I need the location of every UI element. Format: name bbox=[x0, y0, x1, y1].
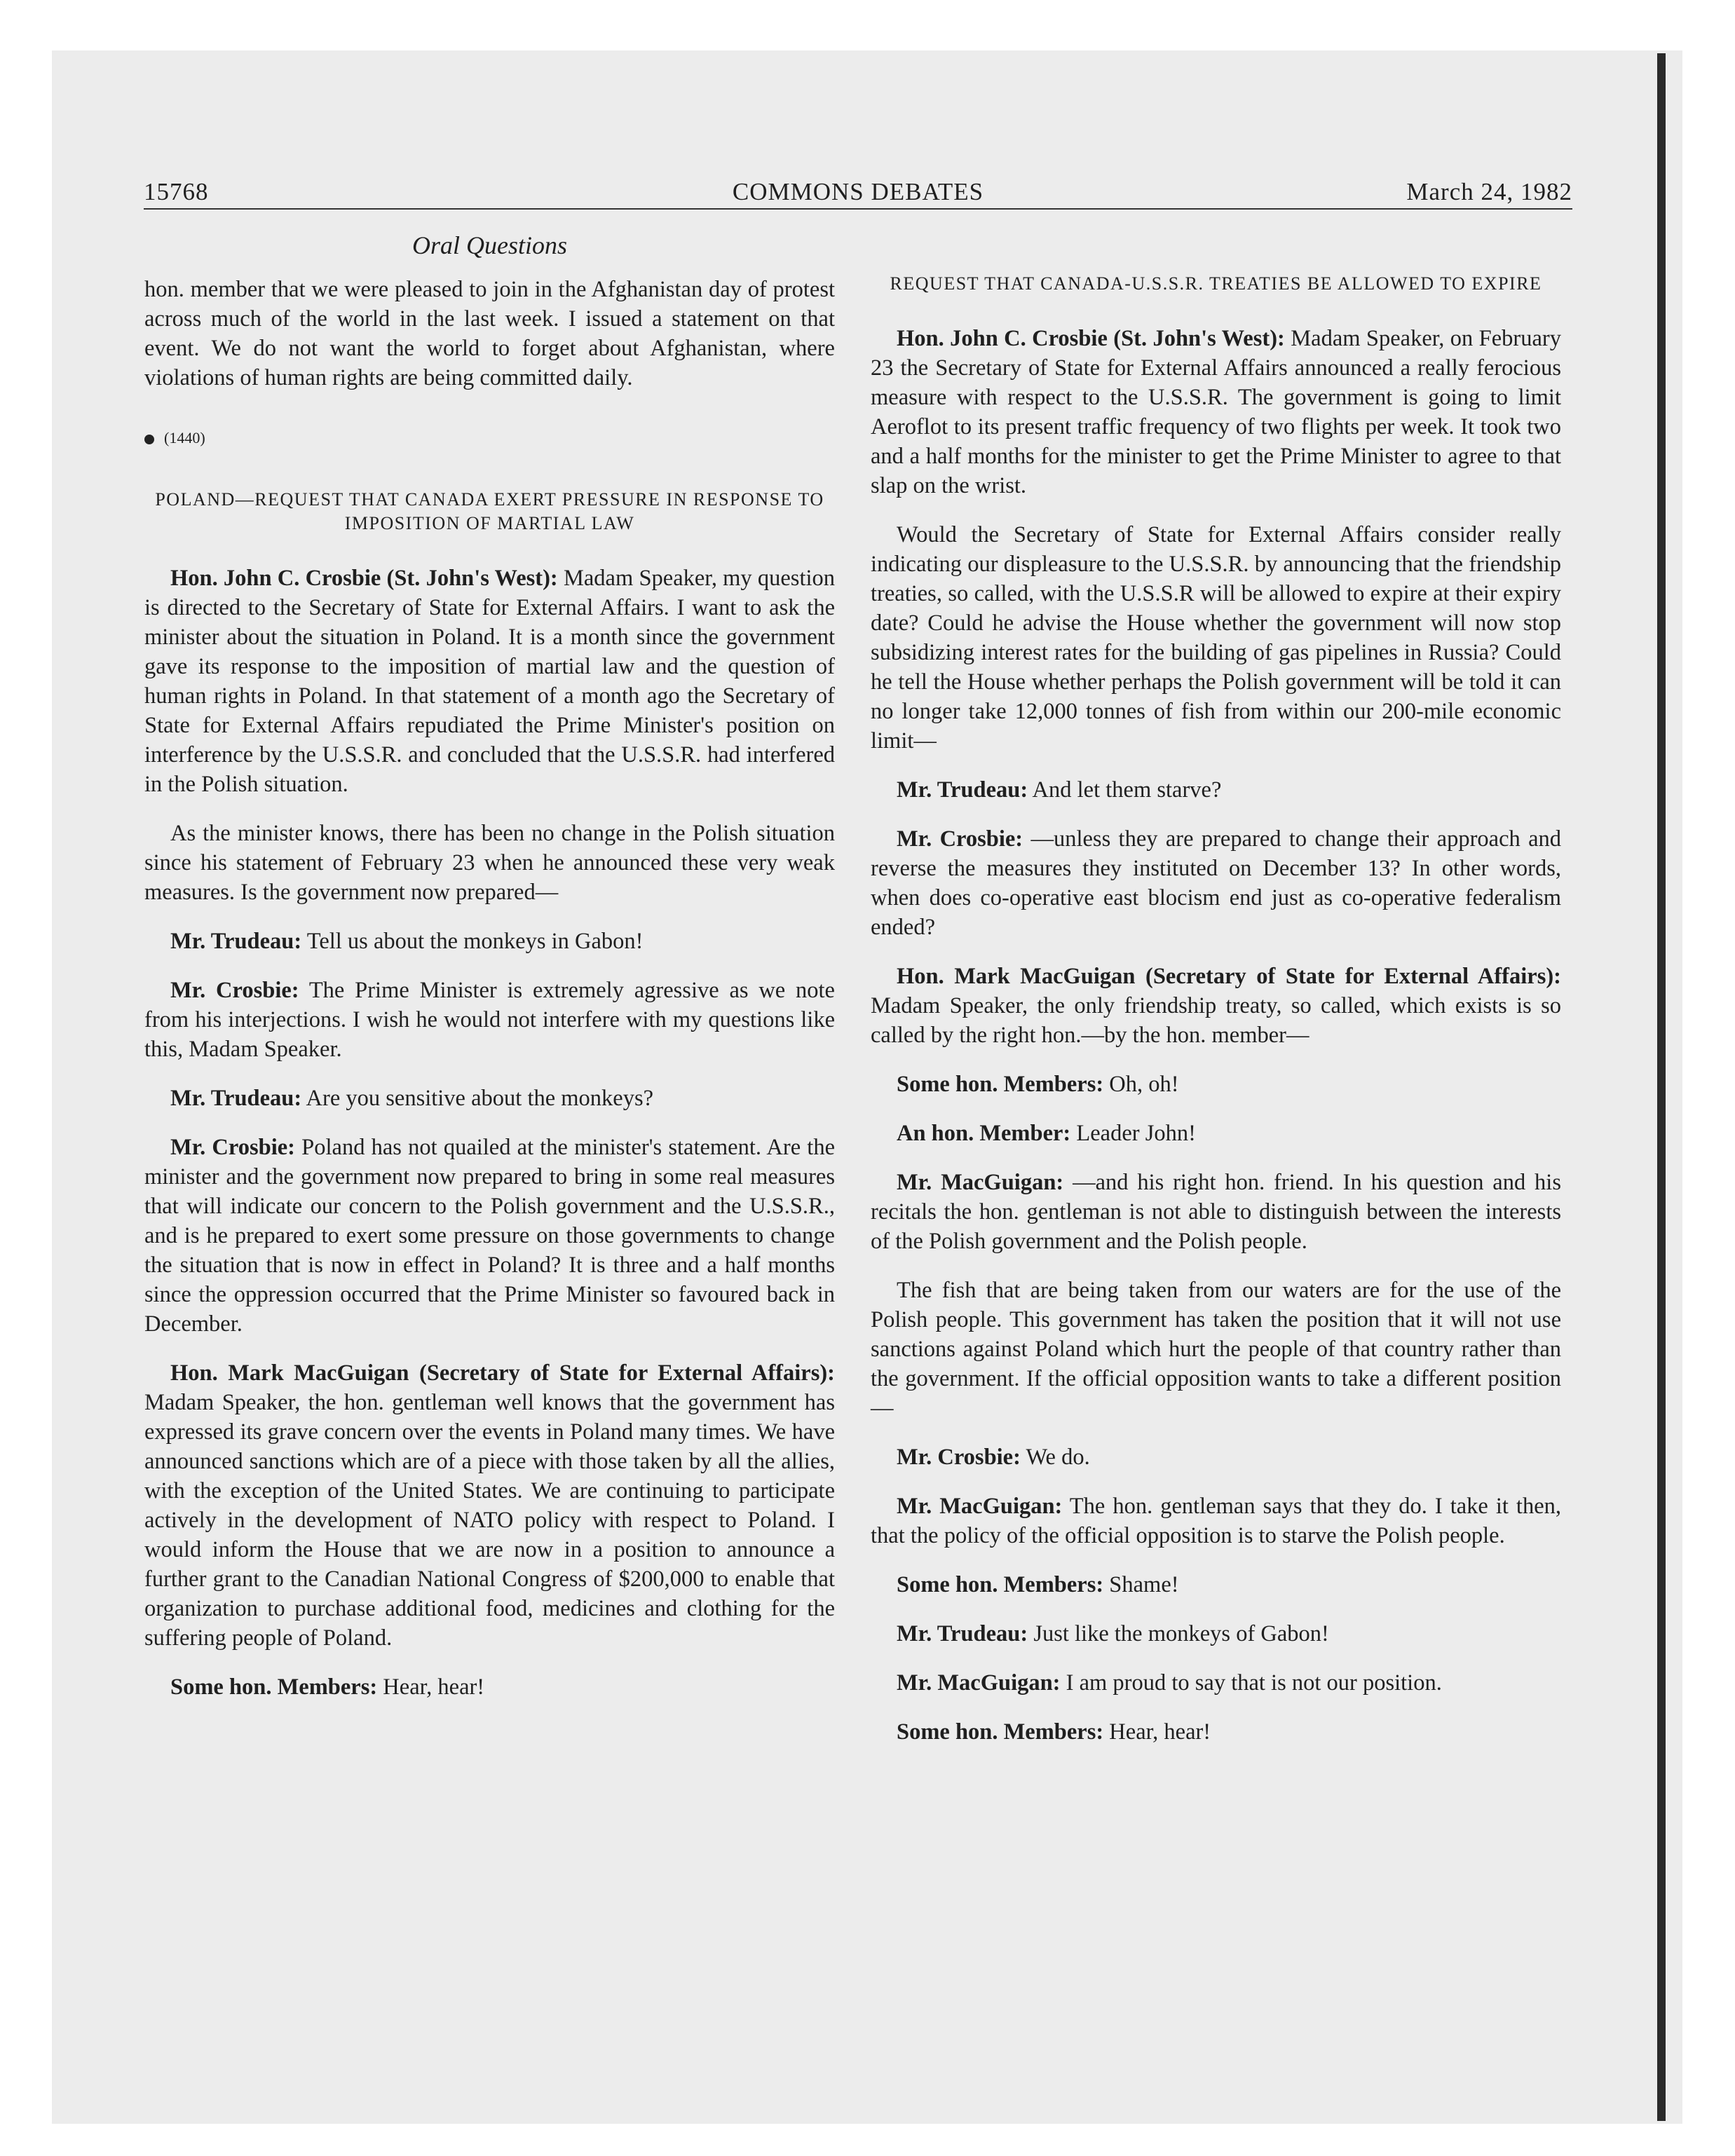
paragraph bbox=[871, 1570, 1561, 1599]
speaker-name: Mr. Trudeau: bbox=[170, 1086, 302, 1111]
speaker-name: Mr. Crosbie: bbox=[170, 1135, 295, 1160]
speaker-name: Hon. John C. Crosbie (St. John's West): bbox=[897, 326, 1285, 351]
speaker-name: Some hon. Members: bbox=[897, 1719, 1104, 1745]
paragraph bbox=[144, 927, 835, 956]
speech-text: I am proud to say that is not our position. bbox=[1060, 1670, 1442, 1696]
paragraph bbox=[871, 1168, 1561, 1256]
speaker-name: Mr. Trudeau: bbox=[897, 1621, 1028, 1646]
speaker-name: Mr. Crosbie: bbox=[897, 826, 1023, 852]
paragraph bbox=[871, 962, 1561, 1050]
paragraph bbox=[871, 1668, 1561, 1698]
page-edge-shadow bbox=[1657, 53, 1666, 2121]
speaker-name: Mr. Crosbie: bbox=[170, 978, 299, 1003]
section-heading: POLAND—REQUEST THAT CANADA EXERT PRESSURE IN RESPONSE TO IMPOSITION OF MARTIAL LAW bbox=[155, 489, 824, 533]
speaker-name: Some hon. Members: bbox=[897, 1572, 1104, 1597]
timestamp-marker bbox=[144, 428, 835, 449]
speech-text: Are you sensitive about the monkeys? bbox=[301, 1086, 654, 1111]
speech-text: Oh, oh! bbox=[1103, 1072, 1179, 1097]
paragraph bbox=[871, 1717, 1561, 1747]
speech-text: Madam Speaker, my question is directed to the Secretary of State for External Affairs. I want to ask the minister about the situation in Poland. It is a month since the government gave its response to the imposition of martial law and the question of human rights in Poland. In that statement of a month ago the Secretary of State for External Affairs repudiated the Prime Minister's position on interference by the U.S.S.R. and concluded that the U.S.S.R. had interfered in the Polish situation. bbox=[144, 566, 836, 797]
speech-text: Just like the monkeys of Gabon! bbox=[1028, 1621, 1329, 1646]
page-number: 15768 bbox=[144, 178, 209, 205]
paragraph: Would the Secretary of State for External Affairs consider really indicating our displeasure to the U.S.S.R. by announcing that the friendship treaties, so called, with the U.S.S.R will be allowed to expire at their expiry date? Could he advise the House whether the government will now stop subsidizing interest rates for the building of gas pipelines in Russia? Could he tell the House whether perhaps the Polish government will be told it can no longer take 12,000 tonnes of fish from within our 200-mile economic limit— bbox=[871, 522, 1561, 753]
speech-text: The Prime Minister is extremely agressive as we note from his interjections. I wish he would not interfere with my questions like this, Madam Speaker. bbox=[144, 978, 835, 1062]
speech-text: The hon. gentleman says that they do. I take it then, that the policy of the official opposition is to starve the Polish people. bbox=[871, 1494, 1562, 1548]
speaker-name: Some hon. Members: bbox=[897, 1072, 1104, 1097]
paragraph bbox=[871, 824, 1561, 942]
speaker-name: Mr. Crosbie: bbox=[897, 1445, 1021, 1470]
paragraph bbox=[144, 1358, 835, 1653]
speaker-name: Mr. Trudeau: bbox=[170, 929, 302, 954]
speaker-name: Hon. Mark MacGuigan (Secretary of State for External Affairs): bbox=[897, 964, 1561, 989]
paragraph: hon. member that we were pleased to join in the Afghanistan day of protest across much of the world in the last week. I issued a statement on that event. We do not want the world to forget about Afghanistan, where violations of human rights are being committed daily. bbox=[144, 277, 835, 390]
speech-text: We do. bbox=[1020, 1445, 1090, 1470]
speech-text: Poland has not quailed at the minister's statement. Are the minister and the government now prepared to bring in some real measures that will indicate our concern to the Polish government and the U.S.S.R., and is he prepared to exert some pressure on those governments to change the situation that is now in effect in Poland? It is three and a half months since the oppression occurred that the Prime Minister so favoured back in December. bbox=[144, 1135, 835, 1337]
paragraph bbox=[144, 564, 835, 799]
journal-title: COMMONS DEBATES bbox=[732, 178, 984, 205]
paragraph bbox=[871, 1442, 1561, 1472]
speech-text: Tell us about the monkeys in Gabon! bbox=[301, 929, 644, 954]
speaker-name: Mr. MacGuigan: bbox=[897, 1494, 1063, 1519]
speech-text: Madam Speaker, the hon. gentleman well knows that the government has expressed its grave concern over the events in Poland many times. We have announced sanctions which are of a piece with those taken by all the allies, with the exception of the United States. We are continuing to participate actively in the development of NATO policy with respect to Poland. I would inform the House that we are now in a position to announce a further grant to the Canadian National Congress of $200,000 to enable that organization to purchase additional food, medicines and clothing for the suffering people of Poland. bbox=[144, 1390, 835, 1651]
speaker-name: Mr. MacGuigan: bbox=[897, 1670, 1061, 1696]
right-column bbox=[871, 272, 1561, 1766]
running-head: Oral Questions bbox=[411, 231, 567, 259]
speaker-name: An hon. Member: bbox=[897, 1121, 1071, 1146]
paragraph bbox=[871, 1070, 1561, 1099]
paragraph bbox=[144, 1084, 835, 1113]
timestamp-text: (1440) bbox=[164, 429, 205, 446]
page-header bbox=[144, 174, 1572, 210]
speech-text: And let them starve? bbox=[1028, 777, 1222, 803]
speech-text: Leader John! bbox=[1070, 1121, 1196, 1146]
speech-text: —and his right hon. friend. In his question and his recitals the hon. gentleman is not able to distinguish between the interests of the Polish government and the Polish people. bbox=[871, 1170, 1561, 1254]
paragraph bbox=[871, 1119, 1561, 1148]
paragraph: The fish that are being taken from our waters are for the use of the Polish people. This government has taken the position that it will not use sanctions against Poland which hurt the people of that country rather than the government. If the official opposition wants to take a different position— bbox=[871, 1278, 1561, 1421]
speech-text: Hear, hear! bbox=[377, 1674, 485, 1700]
speaker-name: Mr. Trudeau: bbox=[897, 777, 1028, 803]
paragraph: As the minister knows, there has been no change in the Polish situation since his statement of February 23 when he announced these very weak measures. Is the government now prepared— bbox=[144, 821, 835, 905]
speech-text: Hear, hear! bbox=[1103, 1719, 1211, 1745]
paragraph bbox=[144, 1672, 835, 1702]
speaker-name: Hon. Mark MacGuigan (Secretary of State for External Affairs): bbox=[170, 1360, 835, 1386]
bullet-icon bbox=[144, 435, 154, 444]
paragraph bbox=[144, 976, 835, 1064]
paragraph bbox=[871, 324, 1561, 500]
paragraph bbox=[871, 1492, 1561, 1550]
speech-text: Madam Speaker, on February 23 the Secretary of State for External Affairs announced a really ferocious measure with respect to the U.S.S.R. The government is going to limit Aeroflot to its present traffic frequency of two flights per week. It took two and a half months for the minister to get the Prime Minister to agree to that slap on the wrist. bbox=[871, 326, 1561, 498]
speaker-name: Some hon. Members: bbox=[170, 1674, 378, 1700]
header-rule bbox=[144, 208, 1572, 210]
paragraph bbox=[871, 1619, 1561, 1649]
section-heading: REQUEST THAT CANADA-U.S.S.R. TREATIES BE ALLOWED TO EXPIRE bbox=[890, 273, 1542, 294]
header-date: March 24, 1982 bbox=[1406, 178, 1572, 205]
left-column bbox=[144, 230, 835, 1721]
paragraph bbox=[144, 1133, 835, 1339]
speech-text: Madam Speaker, the only friendship treaty, so called, which exists is so called by the right hon.—by the hon. member— bbox=[871, 993, 1561, 1048]
speech-text: —unless they are prepared to change their approach and reverse the measures they instituted on December 13? In other words, when does co-operative east blocism end just as co-operative federalism ended? bbox=[871, 826, 1561, 940]
speaker-name: Mr. MacGuigan: bbox=[897, 1170, 1064, 1195]
paragraph bbox=[871, 775, 1561, 805]
speaker-name: Hon. John C. Crosbie (St. John's West): bbox=[170, 566, 558, 591]
speech-text: Shame! bbox=[1103, 1572, 1179, 1597]
